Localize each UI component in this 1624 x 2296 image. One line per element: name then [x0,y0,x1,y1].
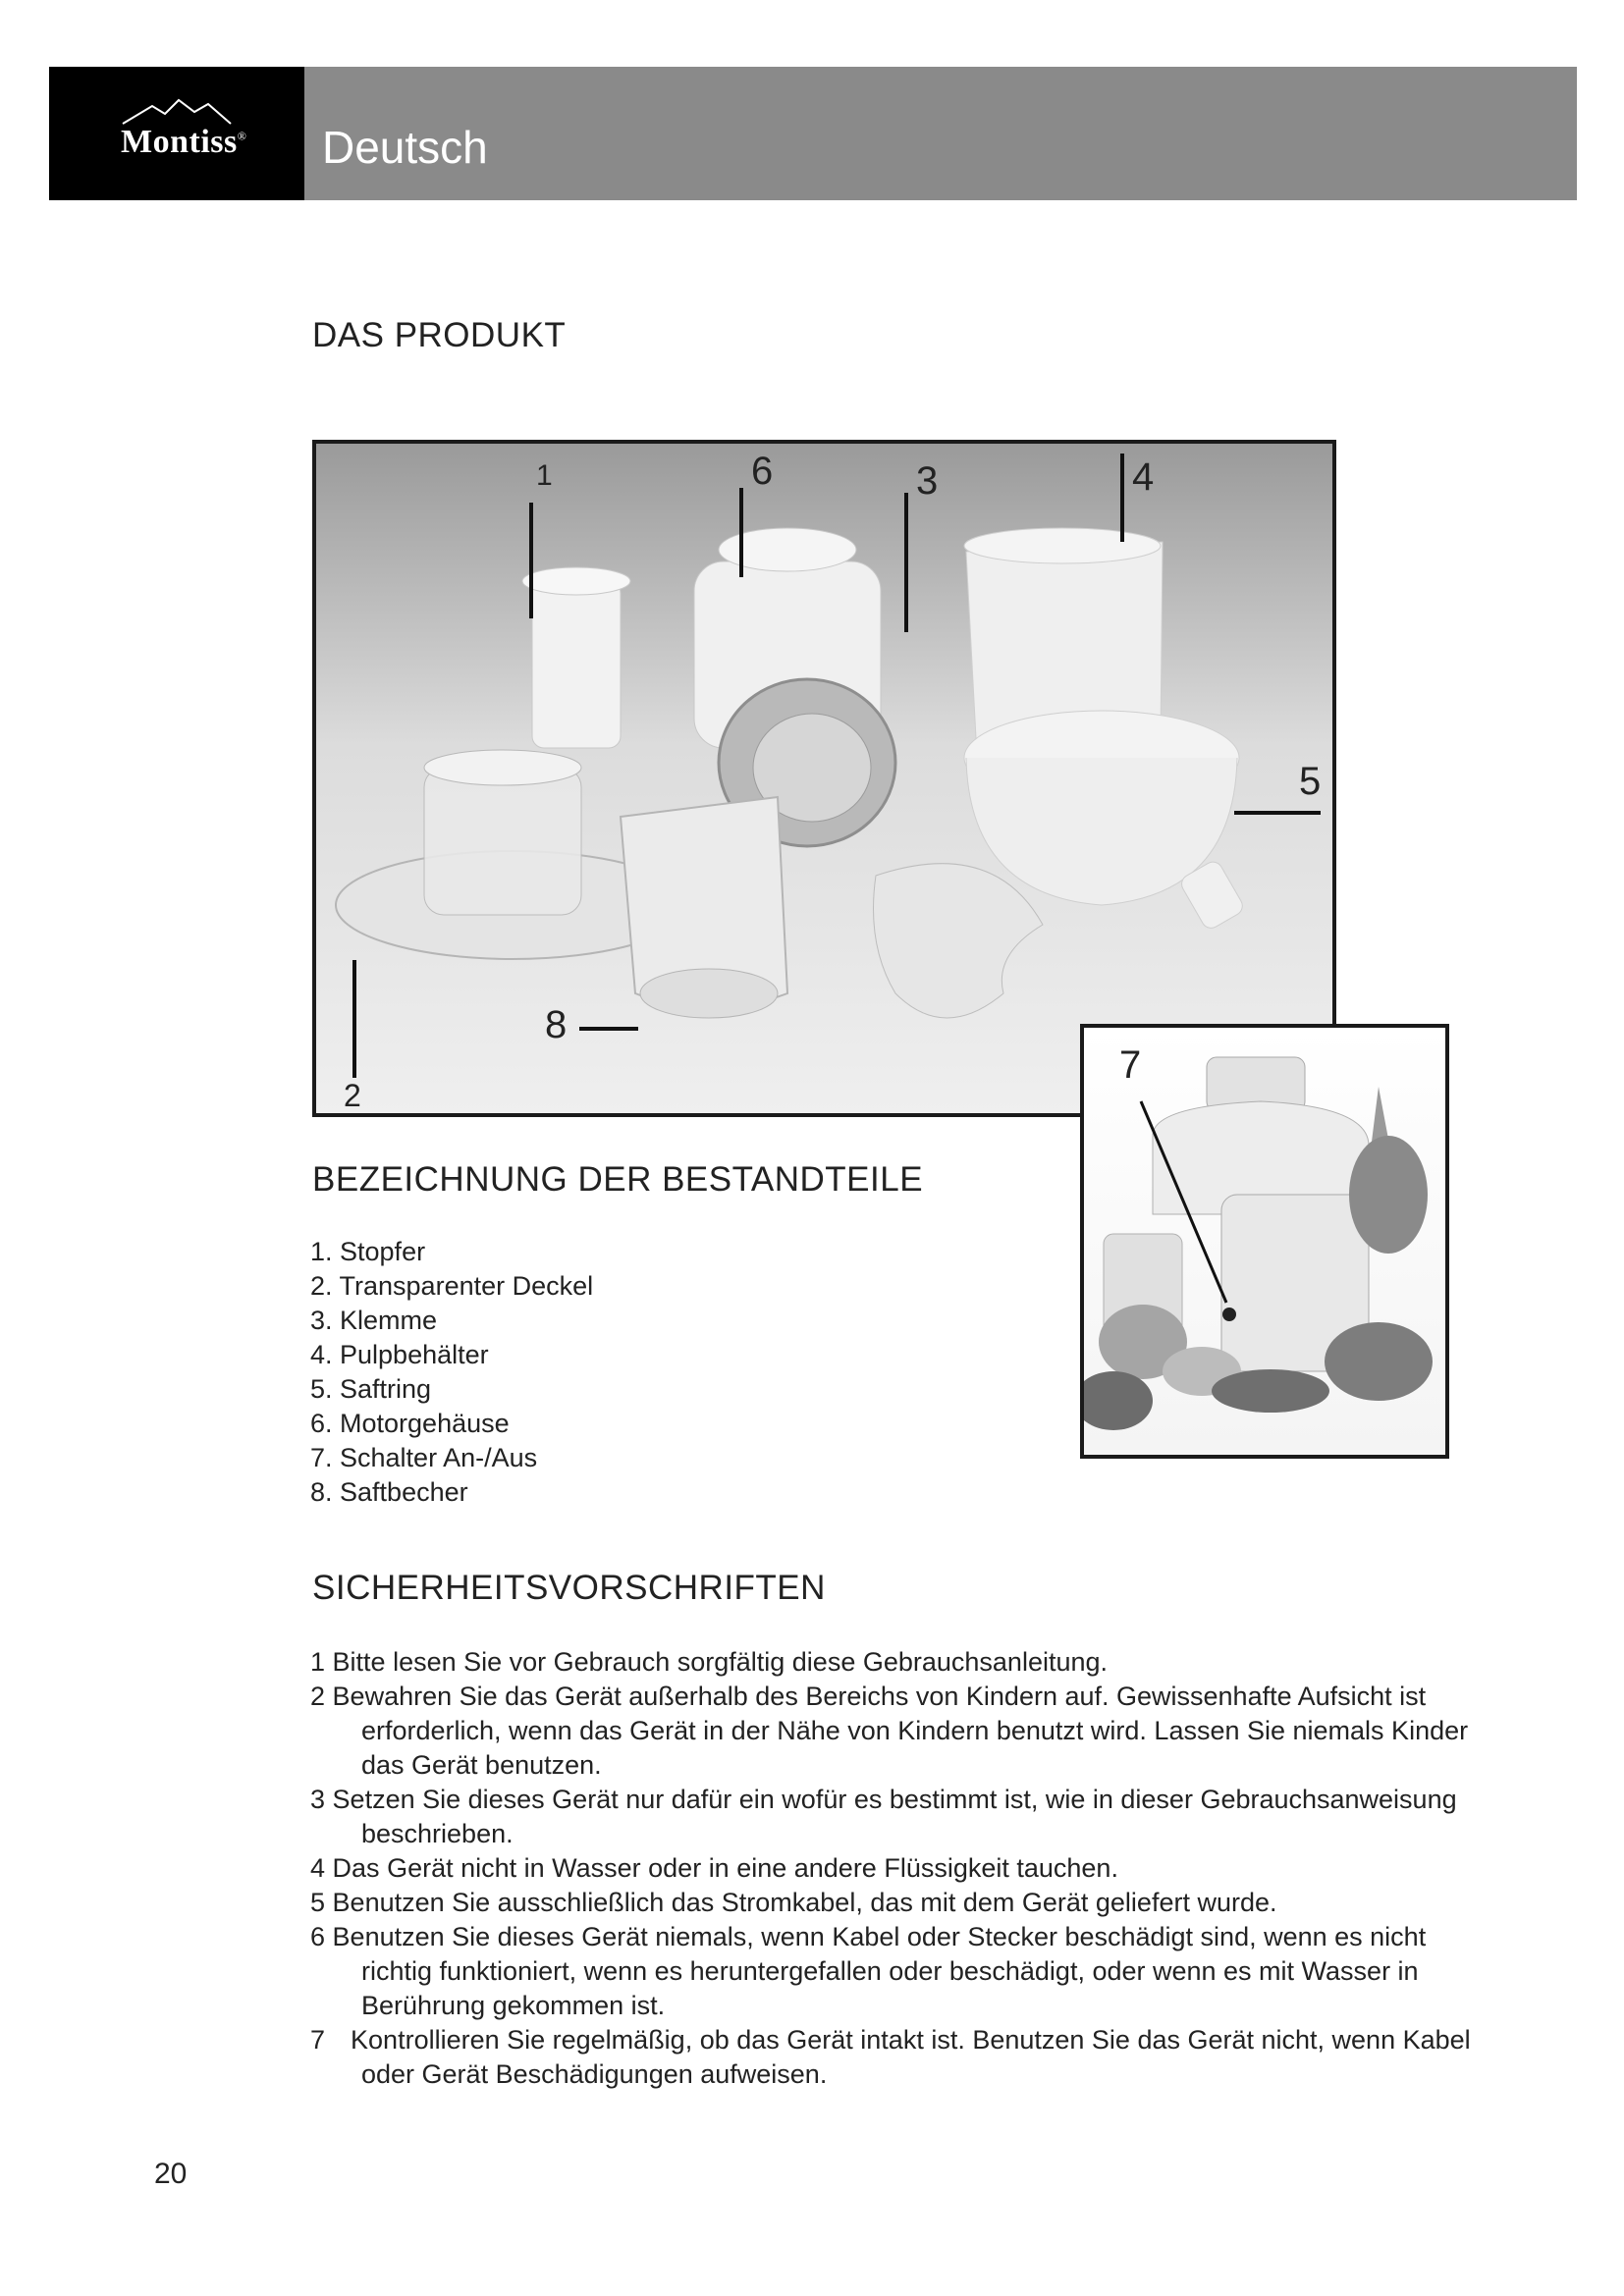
list-item: 5. Saftring [310,1374,432,1404]
list-item: 5 Benutzen Sie ausschließlich das Stromkabel, das mit dem Gerät geliefert wurde. [310,1888,1277,1917]
parts-list [310,1235,593,1510]
assembled-juicer-illustration [1084,1028,1445,1455]
list-item: 3. Klemme [310,1306,438,1335]
callout-1: 1 [536,459,553,492]
callout-5: 5 [1299,760,1322,803]
callout-3: 3 [916,459,939,503]
callout-8: 8 [545,1003,568,1046]
callout-6: 6 [751,450,774,493]
callout-4: 4 [1132,455,1155,499]
list-item: 6. Motorgehäuse [310,1409,510,1438]
header-bar [304,67,1577,200]
list-item: 4 Das Gerät nicht in Wasser oder in eine andere Flüssigkeit tauchen. [310,1853,1118,1883]
brand-name: Montiss® [121,124,247,160]
brand-logo [49,67,304,200]
product-photo [312,440,1336,1117]
parts-heading: BEZEICHNUNG DER BESTANDTEILE [312,1160,924,1199]
page-number: 20 [154,2158,188,2190]
language-title: Deutsch [322,122,488,173]
safety-list [310,1645,1489,2092]
list-item: 2 Bewahren Sie das Gerät außerhalb des Bereichs von Kindern auf. Gewissenhafte Aufsicht ist erforderlich, wenn das Gerät in der Nähe von Kindern benutzt wird. Lassen Sie niemals Kinder das Gerät benutzen. [310,1682,1469,1780]
list-item: 4. Pulpbehälter [310,1340,489,1369]
callout-2: 2 [344,1078,361,1113]
list-item: 3 Setzen Sie dieses Gerät nur dafür ein wofür es bestimmt ist, wie in dieser Gebrauchsanweisung beschrieben. [310,1785,1457,1848]
mountain-logo-icon [118,96,236,126]
juicer-parts-illustration [316,444,1332,1113]
list-item: 2. Transparenter Deckel [310,1271,594,1301]
list-item: 1 Bitte lesen Sie vor Gebrauch sorgfältig diese Gebrauchsanleitung. [310,1647,1109,1677]
list-item: 7 Kontrollieren Sie regelmäßig, ob das Gerät intakt ist. Benutzen Sie das Gerät nicht, wenn Kabel oder Gerät Beschädigungen aufweisen. [310,2025,1471,2089]
callout-7: 7 [1119,1043,1142,1087]
juicer-assembled-photo [1080,1024,1449,1459]
list-item: 7. Schalter An-/Aus [310,1443,538,1472]
list-item: 1. Stopfer [310,1237,426,1266]
product-heading: DAS PRODUKT [312,316,567,354]
safety-heading: SICHERHEITSVORSCHRIFTEN [312,1569,826,1607]
list-item: 6 Benutzen Sie dieses Gerät niemals, wenn Kabel oder Stecker beschädigt sind, wenn es nicht richtig funktioniert, wenn es heruntergefallen oder beschädigt, oder wenn es mit Wasser in Berührung gekommen ist. [310,1922,1427,2020]
list-item: 8. Saftbecher [310,1477,468,1507]
